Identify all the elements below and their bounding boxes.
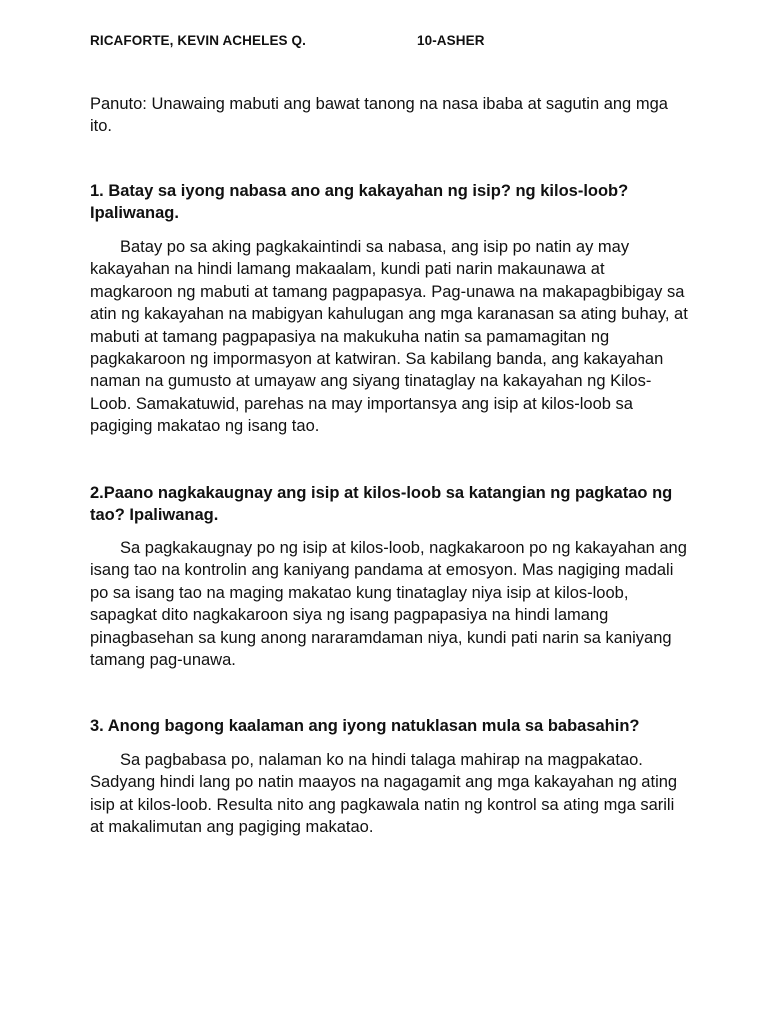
student-name: RICAFORTE, KEVIN ACHELES Q.	[90, 33, 306, 48]
answer-2: Sa pagkakaugnay po ng isip at kilos-loob, nagkakaroon po ng kakayahan ang isang tao na kontrolin ang kaniyang pandama at emosyon. Mas nagiging madali po sa isang tao na maging makatao kung tinataglay niya isip at kilos-loob, sapagkat dito nagkakaroon siya ng isang pagpapasiya na hindi lamang pinagbasehan sa kung anong nararamdaman niya, kundi pati narin sa kaniyang tamang pag-unawa.	[90, 539, 687, 670]
answer-1: Batay po sa aking pagkakaintindi sa nabasa, ang isip po natin ay may kakayahan na hindi lamang makaalam, kundi pati narin makaunawa at magkaroon ng mabuti at tamang pagpapasya. Pag-unawa na makapagbibigay sa atin ng kakayahan na mabigyan kahulugan ang mga karanasan sa ating buhay, at mabuti at tamang pagpapasiya na makukuha natin sa pamamagitan ng pagkakaroon ng impormasyon at katwiran. Sa kabilang banda, ang kakayahan naman na gumusto at umayaw ang siyang tinataglay na kakayahan ng Kilos-Loob. Samakatuwid, parehas na may importansya ang isip at kilos-loob sa pagiging makatao ng isang tao.	[90, 238, 688, 436]
instructions-text: Panuto: Unawaing mabuti ang bawat tanong na nasa ibaba at sagutin ang mga ito.	[90, 95, 668, 136]
student-section: 10-ASHER	[417, 33, 485, 48]
answer-3: Sa pagbabasa po, nalaman ko na hindi talaga mahirap na magpakatao. Sadyang hindi lang po natin maayos na nagagamit ang mga kakayahan ng ating isip at kilos-loob. Resulta nito ang pagkawala natin ng kontrol sa ating mga sarili at makalimutan ang pagiging makatao.	[90, 751, 678, 837]
question-3: 3. Anong bagong kaalaman ang iyong natuklasan mula sa babasahin?	[90, 717, 640, 735]
question-2: 2.Paano nagkakaugnay ang isip at kilos-loob sa katangian ng pagkatao ng tao? Ipaliwanag.	[90, 484, 673, 525]
question-1: 1. Batay sa iyong nabasa ano ang kakayahan ng isip? ng kilos-loob? Ipaliwanag.	[90, 182, 629, 223]
